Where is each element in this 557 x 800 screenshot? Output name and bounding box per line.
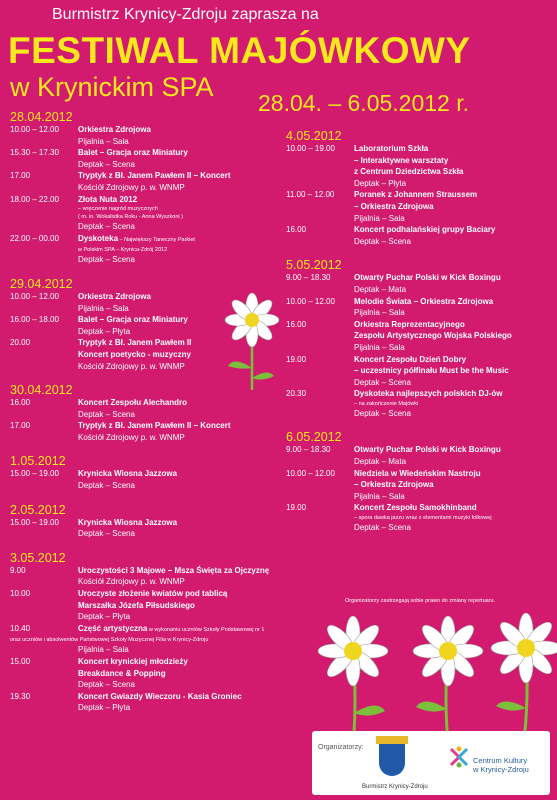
- event-title-wrap: [354, 189, 556, 201]
- event-title: Niedziela w Wiedeńskim Nastroju: [354, 468, 481, 478]
- event-title: Tryptyk z Bł. Janem Pawłem II – Koncert: [78, 421, 231, 431]
- event-time: 16.00: [286, 319, 307, 329]
- day-heading: 6.05.2012: [286, 430, 342, 445]
- organizer-1-name: Burmistrz Krynicy-Zdroju: [362, 784, 428, 790]
- event-location: Deptak – Płyta: [354, 178, 407, 188]
- day-heading: 5.05.2012: [286, 258, 342, 273]
- event-title-line: Zespołu Artystycznego Wojska Polskiego: [354, 331, 512, 341]
- event-location: Deptak – Scena: [354, 236, 411, 246]
- header-title: FESTIWAL MAJÓWKOWY: [8, 30, 471, 71]
- event-title: Uroczyste złożenie kwiatów pod tablicą: [78, 589, 228, 599]
- event-row: [286, 388, 556, 400]
- event-time: 16.00: [286, 225, 307, 235]
- day-heading: 4.05.2012: [286, 129, 342, 143]
- event-location: Pijalnia – Sala: [78, 303, 129, 313]
- event-title-wrap: [354, 354, 556, 366]
- day-heading: 30.04.2012: [10, 383, 73, 398]
- event-title-wrap: [78, 397, 280, 409]
- event-title-line: – Orkiestra Zdrojowa: [354, 480, 434, 490]
- flower-icon: [222, 290, 282, 390]
- event-location: Pijalnia – Sala: [354, 308, 405, 318]
- event-title: Koncert Zespołu Samokhinband: [354, 503, 477, 513]
- organizer-2-line2: w Krynicy-Zdroju: [473, 765, 529, 774]
- event-row: [286, 468, 556, 480]
- event-row: [10, 468, 280, 480]
- event-location: Pijalnia – Sala: [78, 645, 129, 655]
- event-time: 11.00 – 12.00: [286, 190, 335, 200]
- event-title-line: Koncert poetycko - muzyczny: [78, 349, 191, 359]
- event-note: oraz uczniów i absolwentów Państwowej Szkoły Muzycznej Filia w Krynicy-Zdroju: [10, 637, 209, 644]
- event-row: [10, 623, 280, 637]
- event-title-wrap: [78, 468, 280, 480]
- event-title-wrap: [354, 444, 556, 456]
- crown-icon: [376, 736, 408, 744]
- event-title-wrap: [78, 233, 280, 247]
- organizer-2-name: [473, 756, 529, 774]
- event-location: Deptak – Scena: [78, 680, 135, 690]
- event-title: Dyskoteka najlepszych polskich DJ-ów: [354, 389, 503, 399]
- event-title-wrap: [354, 319, 556, 331]
- event-title-wrap: [78, 565, 280, 577]
- event-title-wrap: [354, 502, 556, 514]
- event-row: [286, 354, 556, 366]
- event-row: [10, 397, 280, 409]
- event-title-line: Breakdance & Popping: [78, 668, 166, 678]
- event-location: Pijalnia – Sala: [354, 491, 405, 501]
- event-title-wrap: [354, 224, 556, 236]
- event-row: [286, 189, 556, 201]
- event-time: 18.00 – 22.00: [10, 194, 59, 204]
- event-title: Krynicka Wiosna Jazzowa: [78, 517, 178, 527]
- event-title: Koncert Gwiazdy Wieczoru - Kasia Groniec: [78, 691, 242, 701]
- event-note: – wręczenie nagród muzycznych: [78, 206, 158, 213]
- event-location: Deptak – Scena: [78, 222, 135, 232]
- day-heading: 3.05.2012: [10, 550, 66, 565]
- event-title-wrap: [78, 124, 280, 136]
- organizers-label: Organizatorzy:: [318, 744, 364, 751]
- coat-of-arms-icon: [379, 744, 405, 776]
- event-title-wrap: [354, 272, 556, 284]
- event-title-wrap: [78, 194, 280, 206]
- organizer-2-line1: Centrum Kultury: [473, 756, 528, 765]
- event-time: 10.00 – 12.00: [10, 125, 59, 134]
- event-location: Deptak – Scena: [354, 408, 411, 418]
- event-title-line: – uczestnicy półfinału Must be the Music: [354, 366, 509, 376]
- event-title: Otwarty Puchar Polski w Kick Boxingu: [354, 273, 501, 283]
- event-time: 10.40: [10, 623, 31, 633]
- event-title: Balet – Gracja oraz Miniatury: [78, 315, 188, 325]
- event-time: 9.00 – 18.30: [286, 445, 331, 455]
- day-spacer: [10, 492, 280, 503]
- event-time: 10.00: [10, 589, 31, 599]
- event-time: 10.00 – 12.00: [286, 468, 335, 478]
- event-time: 10.00 – 12.00: [10, 291, 59, 301]
- event-time: 15.30 – 17.30: [10, 148, 59, 158]
- event-time: 17.00: [10, 171, 31, 181]
- event-location: Deptak – Płyta: [78, 612, 131, 622]
- event-row: [10, 656, 280, 668]
- event-time: 17.00: [10, 421, 31, 431]
- schedule-right-column: [286, 129, 556, 534]
- event-title: Złota Nuta 2012: [78, 194, 138, 204]
- event-title-wrap: [78, 147, 280, 159]
- event-location: Deptak – Scena: [354, 377, 411, 387]
- event-time: 15.00: [10, 657, 31, 666]
- event-location: Deptak – Scena: [78, 529, 135, 539]
- event-location: Deptak – Płyta: [78, 326, 131, 336]
- event-row: [10, 565, 280, 577]
- event-title: Orkiestra Reprezentacyjnego: [354, 319, 465, 329]
- event-title-line: z Centrum Dziedzictwa Szkła: [354, 167, 464, 177]
- event-location: Deptak – Mata: [354, 457, 407, 467]
- event-row: [10, 170, 280, 182]
- event-title: Koncert Zespołu Alechandro: [78, 398, 188, 408]
- event-note: ( m. in. Wokalistka Roku - Anna Wyszkoni ): [78, 214, 183, 221]
- event-title: Melodie Świata – Orkiestra Zdrojowa: [354, 296, 494, 306]
- event-row: [10, 124, 280, 136]
- event-title-wrap: [354, 143, 556, 155]
- day-spacer: [10, 540, 280, 551]
- event-row: [10, 691, 280, 703]
- event-time: 19.00: [286, 503, 307, 513]
- day-heading: 2.05.2012: [10, 502, 66, 517]
- header-subtitle: w Krynickim SPA: [10, 72, 214, 102]
- event-time: 20.30: [286, 389, 307, 399]
- event-location: Deptak – Płyta: [78, 703, 131, 713]
- event-time: 9.00: [10, 565, 26, 575]
- event-time: 10.00 – 12.00: [286, 296, 335, 306]
- event-location: Deptak – Scena: [354, 523, 411, 533]
- flower-icon: [410, 615, 485, 740]
- event-title: Dyskoteka: [78, 233, 119, 243]
- event-note: w Polskim SPA – Krynica-Zdrój 2012: [78, 247, 168, 254]
- event-title-wrap: [78, 656, 280, 668]
- event-time: 19.00: [286, 354, 307, 364]
- event-location: Pijalnia – Sala: [354, 342, 405, 352]
- event-title: Orkiestra Zdrojowa: [78, 125, 151, 134]
- event-title-wrap: [354, 388, 556, 400]
- event-location: Deptak – Scena: [78, 159, 135, 169]
- event-location: Kościół Zdrojowy p. w. WNMP: [78, 432, 185, 442]
- event-note: – na zakończenie Majówki: [354, 400, 419, 407]
- day-spacer: [286, 247, 556, 258]
- organizers-box: [312, 731, 550, 795]
- event-title-wrap: [78, 623, 280, 637]
- event-row: [10, 588, 280, 600]
- event-time: 9.00 – 18.30: [286, 273, 331, 283]
- day-spacer: [10, 266, 280, 277]
- event-title: Tryptyk z Bł. Janem Pawłem II – Koncert: [78, 171, 231, 181]
- event-title-wrap: [78, 588, 280, 600]
- footnote: Organizatorzy zastrzegają sobie prawo do zmiany repertuaru.: [345, 598, 496, 604]
- event-title: Koncert Zespołu Dzień Dobry: [354, 354, 467, 364]
- event-title-wrap: [78, 170, 280, 182]
- event-location: Kościół Zdrojowy p. w. WNMP: [78, 577, 185, 587]
- schedule-left-column: [10, 110, 280, 714]
- event-title: Otwarty Puchar Polski w Kick Boxingu: [354, 445, 501, 455]
- event-title: Krynicka Wiosna Jazzowa: [78, 469, 178, 479]
- flower-icon: [315, 613, 390, 743]
- event-title-wrap: [354, 468, 556, 480]
- event-title: Poranek z Johannem Straussem: [354, 190, 478, 200]
- flower-icon: [490, 610, 557, 735]
- day-heading: 28.04.2012: [10, 110, 73, 124]
- event-title: Koncert podhalańskiej grupy Baciary: [354, 225, 496, 235]
- festival-dates: 28.04. – 6.05.2012 r.: [258, 90, 470, 116]
- event-title: Koncert krynickiej młodzieży: [78, 657, 188, 666]
- event-location: Deptak – Scena: [78, 255, 135, 265]
- event-time: 19.30: [10, 691, 31, 701]
- event-row: [286, 296, 556, 308]
- event-title: Część artystyczna: [78, 623, 148, 633]
- event-row: [10, 233, 280, 247]
- event-location: Deptak – Scena: [78, 481, 135, 491]
- event-location: Deptak – Mata: [354, 284, 407, 294]
- event-title-line: – Interaktywne warsztaty: [354, 155, 449, 165]
- day-heading: 29.04.2012: [10, 276, 73, 291]
- header-invite: Burmistrz Krynicy-Zdroju zaprasza na: [52, 6, 319, 23]
- event-time: 16.00: [10, 398, 31, 408]
- event-title-note: w wykonaniu uczniów Szkoły Podstawowej nr 1: [147, 626, 265, 633]
- event-row: [286, 143, 556, 155]
- event-title-wrap: [78, 691, 280, 703]
- event-title: Tryptyk z Bł. Janem Pawłem II: [78, 338, 192, 348]
- event-time: 16.00 – 18.00: [10, 315, 59, 325]
- event-time: 22.00 – 00.00: [10, 233, 59, 243]
- event-time: 15.00 – 19.00: [10, 517, 59, 527]
- event-note: – spora dawka jazzu wraz z elementami muzyki folkowej: [354, 515, 492, 522]
- event-row: [286, 272, 556, 284]
- event-title-line: Marszałka Józefa Piłsudskiego: [78, 600, 195, 610]
- day-spacer: [286, 419, 556, 430]
- event-title: Balet – Gracja oraz Miniatury: [78, 148, 188, 158]
- event-title: Uroczystości 3 Majowe – Msza Święta za Ojczyznę: [78, 565, 270, 575]
- event-location: Kościół Zdrojowy p. w. WNMP: [78, 361, 185, 371]
- event-row: [286, 444, 556, 456]
- event-time: 15.00 – 19.00: [10, 469, 59, 479]
- day-heading: 1.05.2012: [10, 454, 66, 469]
- event-title-wrap: [78, 517, 280, 529]
- event-title-wrap: [354, 296, 556, 308]
- event-row: [10, 147, 280, 159]
- event-row: [286, 502, 556, 514]
- culture-center-logo-icon: [447, 745, 471, 769]
- event-title-line: – Orkiestra Zdrojowa: [354, 201, 434, 211]
- event-location: Pijalnia – Sala: [354, 213, 405, 223]
- day-spacer: [10, 443, 280, 454]
- event-location: Deptak – Scena: [78, 409, 135, 419]
- event-title: Laboratorium Szkła: [354, 144, 429, 153]
- event-row: [286, 319, 556, 331]
- event-row: [10, 517, 280, 529]
- event-title: Orkiestra Zdrojowa: [78, 291, 151, 301]
- event-row: [10, 420, 280, 432]
- event-location: Pijalnia – Sala: [78, 136, 129, 146]
- event-location: Kościół Zdrojowy p. w. WNMP: [78, 182, 185, 192]
- event-row: [10, 194, 280, 206]
- event-title-wrap: [78, 420, 280, 432]
- event-row: [286, 224, 556, 236]
- event-time: 20.00: [10, 338, 31, 348]
- event-title-note: – Największy Taneczny Parkiet: [118, 236, 195, 243]
- event-time: 10.00 – 19.00: [286, 144, 335, 153]
